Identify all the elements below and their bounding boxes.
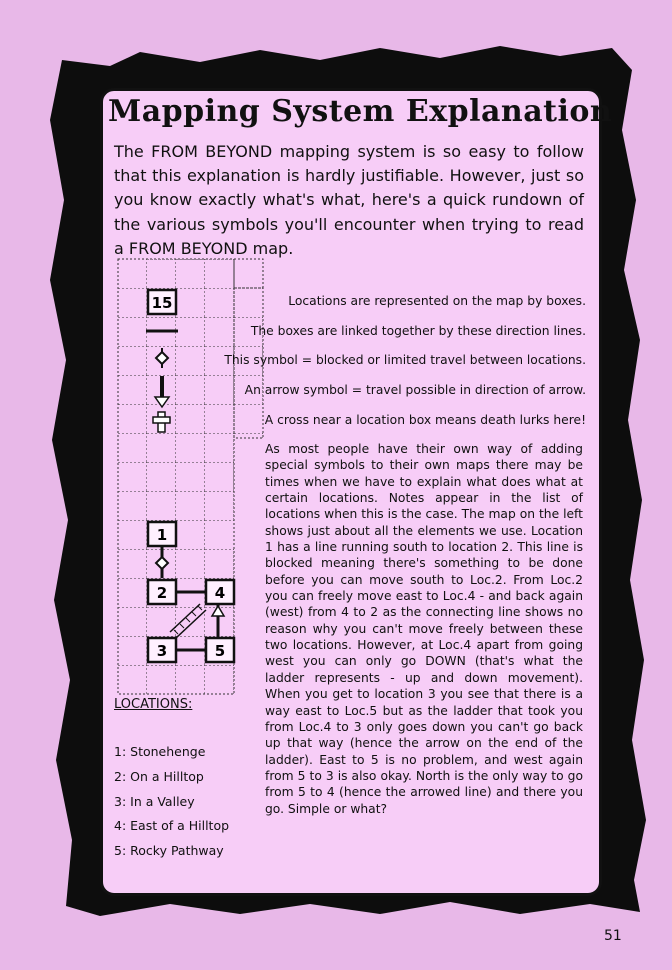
map-number-3: 3 xyxy=(156,642,168,660)
legend-text-arrow: An arrow symbol = travel possible in direction of arrow. xyxy=(244,383,586,397)
notes-paragraph: As most people have their own way of adding special symbols to their own maps there may be times when we have to explain what does what at certain locations. Notes appear in the list of locations when this is the case. The map on the left shows just about all the elements we use. Location 1 has a line running south to location 2. This line is blocked meaning there's something to be done before you can move south to Loc.2. From Loc.2 you can freely move east to Loc.4 - and back again (west) from 4 to 2 as the connecting line shows no reason why you can't move freely between these two locations. However, at Loc.4 apart from going west you can only go DOWN (that's what the ladder represents - up and down movement). When you get to location 3 you see that there is a way east to Loc.5 but as the ladder that took you from Loc.4 to 3 only goes down you can't go back up that way (hence the arrow on the end of the ladder). East to 5 is no problem, and west again from 5 to 3 is also okay. North is the only way to go from 5 to 4 (hence the arrowed line) and there you go. Simple or what? xyxy=(265,442,583,816)
list-item: 5: Rocky Pathway xyxy=(114,843,224,859)
map-number-5: 5 xyxy=(214,642,226,660)
map-number-2: 2 xyxy=(156,584,168,602)
list-item: 1: Stonehenge xyxy=(114,744,206,759)
legend-text-boxes: Locations are represented on the map by boxes. xyxy=(288,294,586,308)
intro-paragraph: The FROM BEYOND mapping system is so easy to follow that this explanation is hardly justifiable. However, just so you know exactly what's what, here's a quick rundown of the various symbols you'll encounter when trying to read a FROM BEYOND map. xyxy=(114,142,584,258)
page-number: 51 xyxy=(604,928,622,944)
legend-text-lines: The boxes are linked together by these direction lines. xyxy=(250,324,586,338)
list-item: 3: In a Valley xyxy=(114,793,195,809)
map-number-4: 4 xyxy=(214,584,226,602)
locations-list xyxy=(114,744,229,868)
locations-heading: LOCATIONS: xyxy=(114,697,193,712)
page-title: Mapping System Explanation xyxy=(108,94,613,129)
legend-text-blocked: This symbol = blocked or limited travel between locations. xyxy=(224,353,586,367)
list-item: 2: On a Hilltop xyxy=(114,768,204,784)
legend-location-box xyxy=(148,290,176,314)
map-number-1: 1 xyxy=(156,526,168,544)
map-grid xyxy=(118,259,263,694)
map-number-example: 15 xyxy=(151,294,173,312)
list-item: 4: East of a Hilltop xyxy=(114,818,230,834)
legend-text-cross: A cross near a location box means death lurks here! xyxy=(264,413,586,427)
